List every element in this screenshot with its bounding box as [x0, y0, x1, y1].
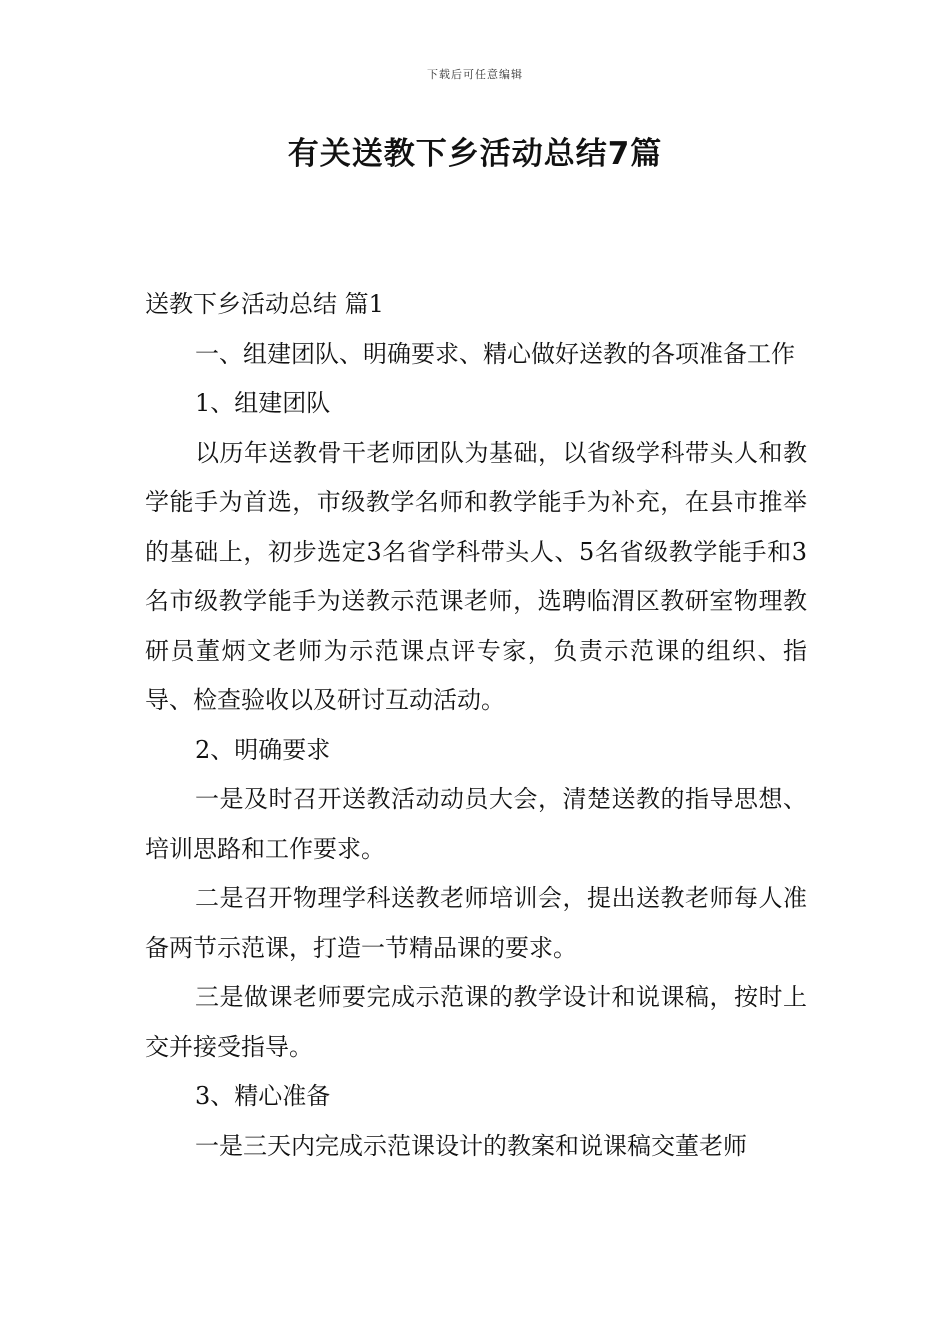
header-note: 下载后可任意编辑 — [427, 68, 523, 81]
subheading-build-team: 1、组建团队 — [195, 389, 331, 417]
paragraph-part-one: 一、组建团队、明确要求、精心做好送教的各项准备工作 — [195, 339, 795, 368]
paragraph-preparation-one: 一是三天内完成示范课设计的教案和说课稿交董老师 — [195, 1131, 747, 1160]
subheading-careful-preparation: 3、精心准备 — [195, 1082, 331, 1110]
section-heading: 送教下乡活动总结 篇1 — [145, 290, 384, 318]
paragraph-requirement-one: 一是及时召开送教活动动员大会，清楚送教的指导思想、培训思路和工作要求。 — [145, 785, 807, 863]
document-title: 有关送教下乡活动总结7篇 — [287, 136, 663, 172]
paragraph-team-details: 以历年送教骨干老师团队为基础，以省级学科带头人和教学能手为首选，市级教学名师和教学能手为补充，在县市推举的基础上，初步选定3名省学科带头人、5名省级教学能手和3名市级教学能手为送教示范课老师，选聘临渭区教研室物理教研员董炳文老师为示范课点评专家，负责示范课的组织、指导、检查验收以及研讨互动活动。 — [145, 438, 807, 714]
document-body — [145, 280, 807, 1171]
paragraph-requirement-two: 二是召开物理学科送教老师培训会，提出送教老师每人准备两节示范课，打造一节精品课的要求。 — [145, 884, 807, 962]
subheading-clarify-requirements: 2、明确要求 — [195, 735, 331, 764]
paragraph-requirement-three: 三是做课老师要完成示范课的教学设计和说课稿，按时上交并接受指导。 — [145, 983, 807, 1061]
